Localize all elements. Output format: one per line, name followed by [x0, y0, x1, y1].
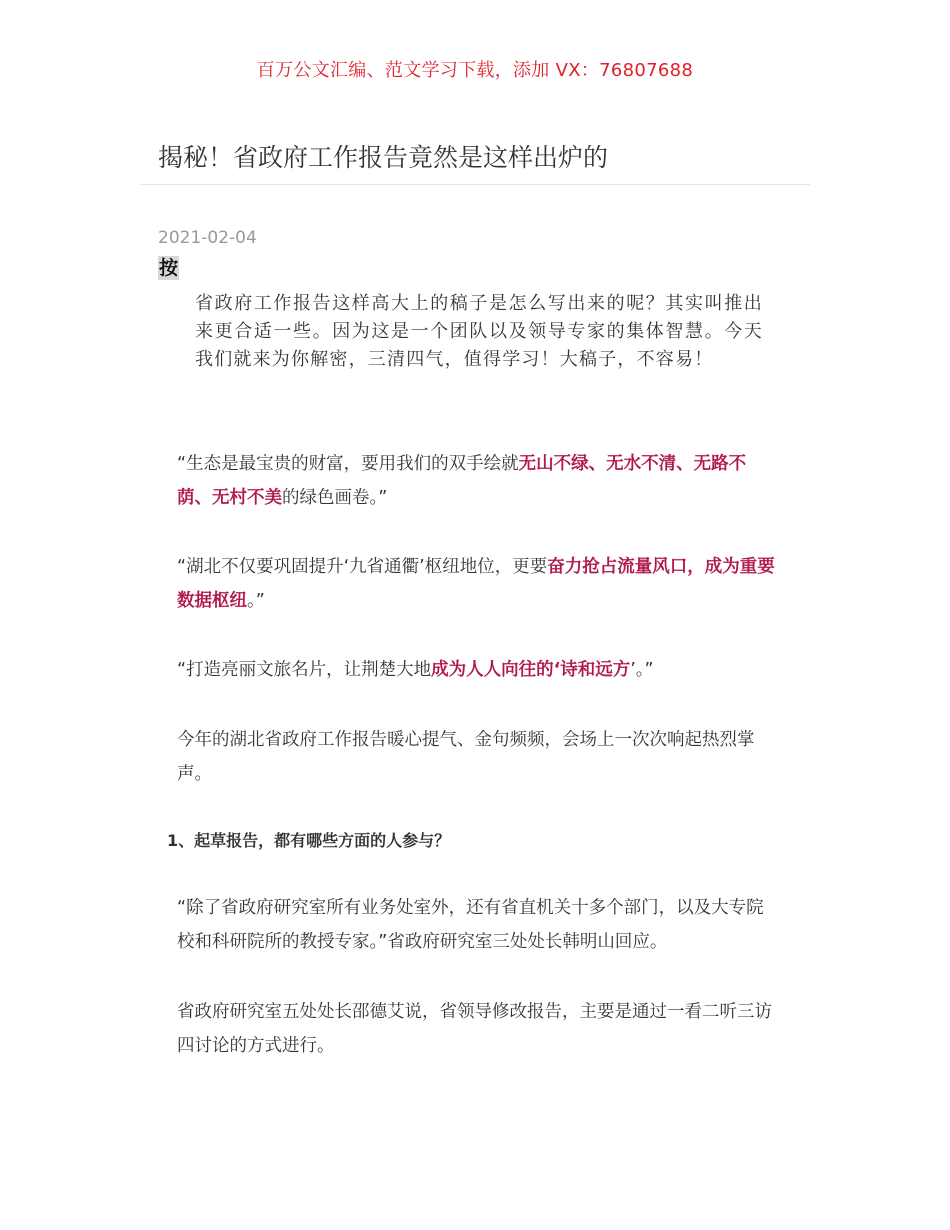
quote-paragraph-3	[177, 653, 775, 687]
article-title: 揭秘！省政府工作报告竟然是这样出炉的	[158, 143, 609, 172]
quote-text: 的绿色画卷。”	[282, 488, 388, 508]
body-paragraph: 今年的湖北省政府工作报告暖心提气、金句频频，会场上一次次响起热烈掌声。	[177, 730, 755, 784]
promo-banner: 百万公文汇编、范文学习下载，添加 VX：76807688	[256, 60, 694, 81]
quote-text: “打造亮丽文旅名片，让荆楚大地	[177, 660, 432, 680]
quote-text: “湖北不仅要巩固提升‘九省通衢’枢纽地位，更要	[177, 557, 548, 577]
quote-text: ’。”	[630, 660, 654, 680]
quote-paragraph-2	[177, 550, 775, 618]
editor-note-text: 省政府工作报告这样高大上的稿子是怎么写出来的呢？其实叫推出来更合适一些。因为这是一个团队以及领导专家的集体智慧。今天我们就来为你解密，三清四气，值得学习！大稿子，不容易！	[195, 293, 763, 370]
quote-text: 。”	[247, 591, 265, 611]
body-paragraph: “除了省政府研究室所有业务处室外，还有省直机关十多个部门，以及大专院校和科研院所的教授专家。”省政府研究室三处处长韩明山回应。	[177, 898, 764, 952]
body-paragraph: 省政府研究室五处处长邵德艾说，省领导修改报告，主要是通过一看二听三访四讨论的方式进行。	[177, 1002, 772, 1056]
section-heading: 1、起草报告，都有哪些方面的人参与？	[167, 831, 451, 850]
title-divider	[140, 184, 810, 185]
quote-highlight: 奋力抢占流量风口，成为重要数据枢纽	[177, 557, 775, 611]
quote-highlight: 成为人人向往的‘诗和远方	[431, 660, 631, 680]
quote-paragraph-1	[177, 447, 775, 515]
editor-note-label: 按	[159, 257, 179, 279]
quote-text: “生态是最宝贵的财富，要用我们的双手绘就	[177, 454, 519, 474]
quote-highlight: 无山不绿、无水不清、无路不荫、无村不美	[177, 454, 747, 508]
publish-date: 2021-02-04	[158, 228, 257, 248]
